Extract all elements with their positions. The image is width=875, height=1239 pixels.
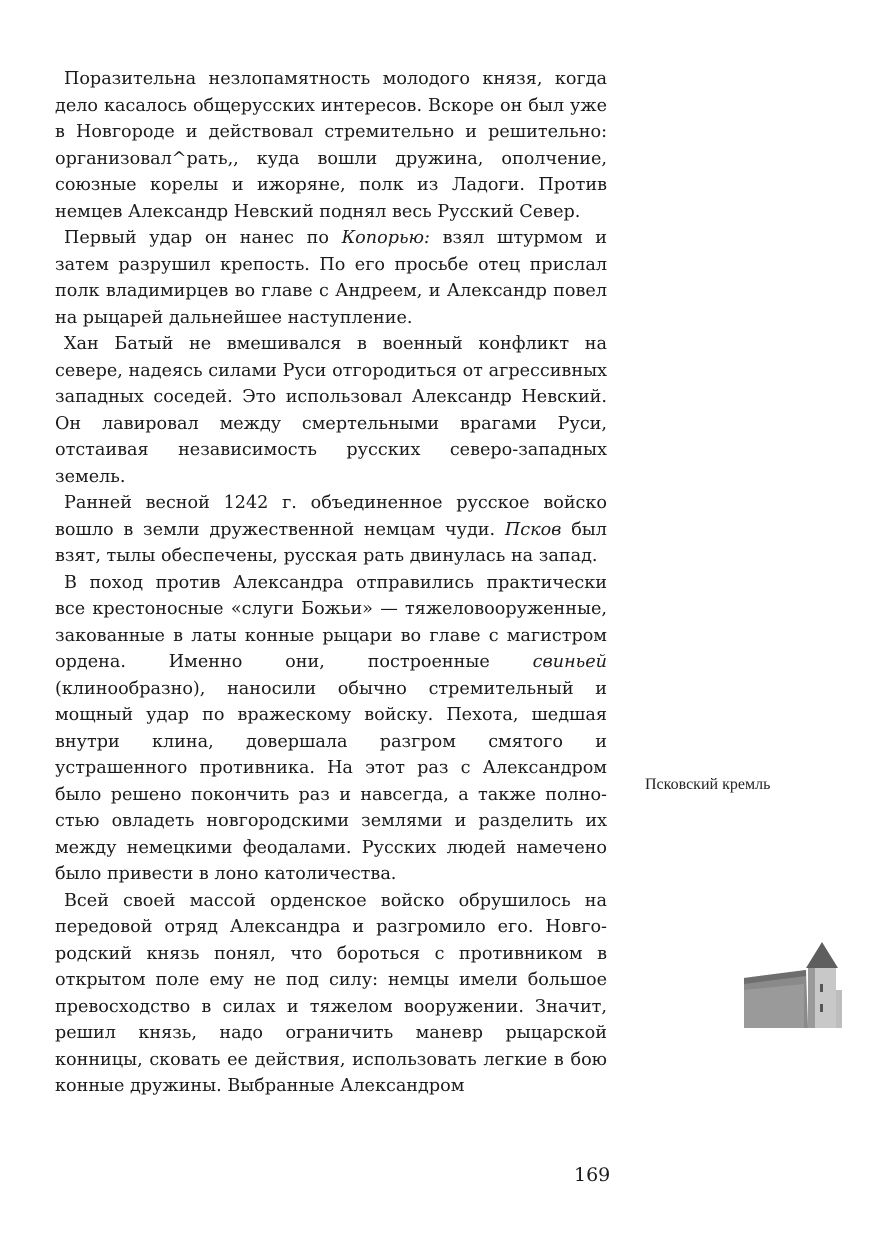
paragraph-text: Всей своей массой орденское войско обрушилось на передовой отряд Александра и разгромило его. Новгородский князь понял, что бороться с противником в открытом поле ему не под силу: немцы имели большое превосходство в силах и тяжелом вооружении. Значит, решил князь, надо ограничить маневр рыцарской конницы, сковать ее действия, использовать легкие в бою конные дружины. Выбранные Александром bbox=[55, 890, 607, 1096]
paragraph-text: взял штурмом и затем разрушил крепость. По его просьбе отец прислал полк владимирцев во главе с Андреем, и Александр повел на рыцарей дальнейшее наступление. bbox=[55, 228, 607, 328]
paragraph bbox=[55, 225, 607, 331]
paragraph-text: Поразительна незлопамятность молодого князя, когда дело касалось общерусских интересов. Вскоре он был уже в Новгороде и действовал стремительно и решительно: организовал^рать,, куда вошли дружина, ополчение, союзные корелы и ижоряне, полк из Ладоги. Против немцев Александр Невский поднял весь Русский Север. bbox=[55, 69, 607, 222]
paragraph-text: В поход против Александра отправились практически все крестоносные «слуги Божьи» — тяжеловооруженные, закованные в латы конные рыцари во главе с магистром ордена. Именно они, построенные bbox=[55, 572, 607, 672]
emphasis-svinya: свиньей bbox=[532, 652, 607, 672]
paragraph bbox=[55, 888, 607, 1100]
tower-roof bbox=[806, 942, 838, 968]
paragraph-text: Первый удар он нанес по bbox=[64, 228, 342, 248]
paragraph-text: Ранней весной 1242 г. объединенное русское войско вошло в земли дружественной немцам чуди. bbox=[55, 493, 607, 540]
wall-face bbox=[744, 984, 804, 1028]
paragraph-text: Хан Батый не вмешивался в военный конфликт на севере, надеясь силами Руси отгородиться от агрессивных западных соседей. Это использовал Александр Невский. Он лавировал между смертельными врагами Руси, отстаивая независимость русских северо-западных земель. bbox=[55, 334, 607, 487]
wall-right bbox=[836, 990, 842, 1028]
paragraph-text: был взят, тылы обеспечены, русская рать двинулась на запад. bbox=[55, 519, 607, 566]
tower-window bbox=[820, 984, 823, 992]
main-text bbox=[55, 66, 607, 1100]
tower-shade bbox=[808, 966, 815, 1028]
kremlin-tower-illustration bbox=[744, 940, 842, 1030]
photo-caption: Псковский кремль bbox=[645, 776, 771, 793]
tower-window bbox=[820, 1004, 823, 1012]
emphasis-koporye: Копорью: bbox=[341, 228, 430, 248]
page-number: 169 bbox=[574, 1164, 611, 1186]
paragraph bbox=[55, 331, 607, 490]
paragraph-text: (клинообразно), наносили обычно стремительный и мощный удар по вражескому войску. Пехота, шедшая внутри клина, довершала разгром смятого и устрашенного противника. На этот раз с Александром было решено покончить раз и навсегда, а также полностью овладеть новгородскими землями и разделить их между немецкими феодалами. Русских людей намечено было привести в лоно католичества. bbox=[55, 678, 607, 884]
paragraph bbox=[55, 570, 607, 888]
paragraph bbox=[55, 66, 607, 225]
pskov-kremlin-photo bbox=[744, 940, 842, 1030]
paragraph bbox=[55, 490, 607, 570]
emphasis-pskov: Псков bbox=[504, 519, 562, 540]
